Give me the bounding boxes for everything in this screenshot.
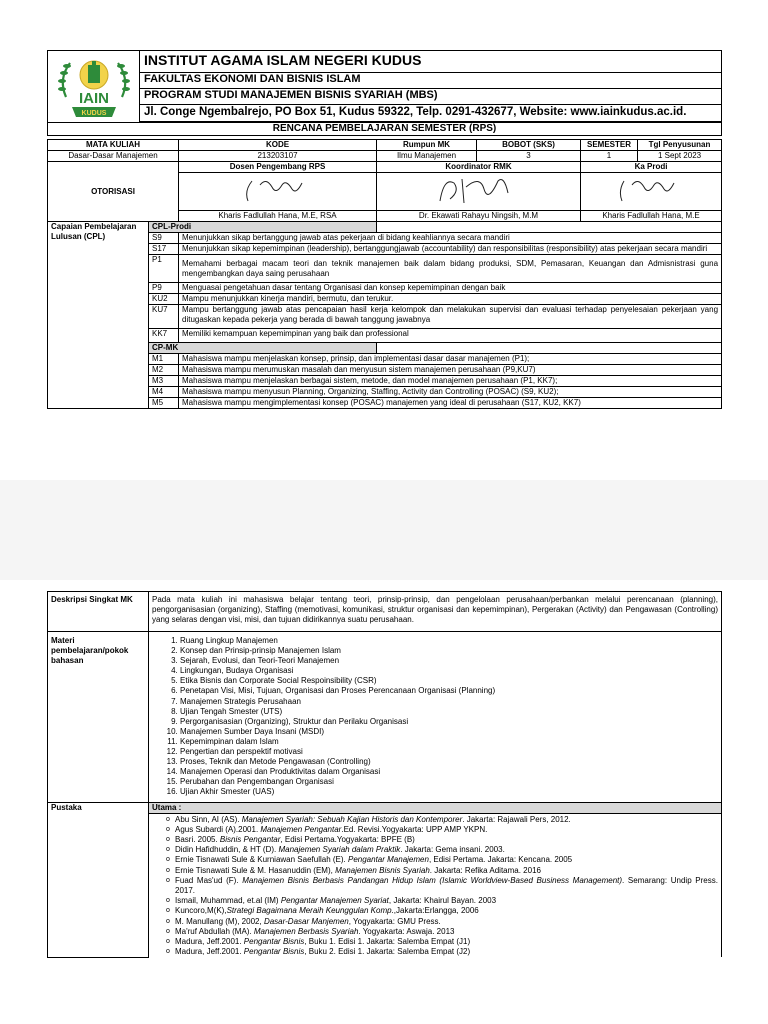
pustaka-item: [175, 917, 718, 927]
cpmk-row: [48, 376, 722, 387]
pustaka-title: Strategi Bagaimana Meraih Keunggulan Komp.: [226, 906, 394, 916]
pustaka-title: Pengantar Manajemen: [347, 855, 429, 865]
cpl-row: [48, 255, 722, 283]
otorisasi-roles-row: [48, 162, 722, 173]
cpmk-code: M1: [149, 354, 179, 365]
cpmk-code: M3: [149, 376, 179, 387]
pustaka-header-row: [48, 802, 722, 813]
pustaka-author: Ma'ruf Abdullah (MA).: [175, 926, 254, 936]
list-item: 10. Manajemen Sumber Daya Insani (MSDI): [180, 727, 718, 737]
materi-list-cell: [149, 632, 722, 803]
program-name: PROGRAM STUDI MANAJEMEN BISNIS SYARIAH (MBS): [140, 88, 722, 104]
page-1: [0, 0, 768, 480]
materi-label: Materi pembelajaran/pokok bahasan: [48, 632, 149, 803]
name-dosen: Kharis Fadlullah Hana, M.E, RSA: [179, 211, 377, 222]
pustaka-item: [175, 815, 718, 825]
cpl-row: [48, 244, 722, 255]
rps-table-continued: [47, 591, 722, 958]
list-item: 7. Manajemen Strategis Perusahaan: [180, 697, 718, 707]
pustaka-publisher: , Edisi Pertama.Yogyakarta: BPFE (B): [280, 834, 415, 844]
iain-logo-icon: [52, 51, 136, 119]
logo-text: IAIN: [79, 90, 109, 107]
cpmk-row: [48, 365, 722, 376]
cpmk-code: M5: [149, 398, 179, 409]
address: Jl. Conge Ngembalrejo, PO Box 51, Kudus 59322, Telp. 0291-432677, Website: www.iainkudus.ac.id.: [140, 104, 722, 121]
pustaka-title: Manajemen Syariah: Sebuah Kajian Historis dan Kontemporer: [241, 814, 463, 824]
pustaka-item: [175, 896, 718, 906]
cpl-code: KK7: [149, 329, 179, 343]
pustaka-item: [175, 855, 718, 865]
pustaka-author: Madura, Jeff.2001.: [175, 947, 244, 957]
pustaka-list-cell: [149, 813, 722, 957]
pustaka-utama-label: Utama :: [149, 802, 722, 813]
pustaka-publisher: , Buku 2. Edisi 1. Jakarta: Salemba Empat (J2): [304, 947, 471, 957]
cpl-text: Menunjukkan sikap kepemimpinan (leadership), bertanggungjawab (accountability) dan responsibilitas (responsibility) atas pekerjaan secara mandiri: [179, 244, 722, 255]
value-bobot: 3: [477, 151, 581, 162]
cpl-label: Capaian Pembelajaran Lulusan (CPL): [48, 222, 149, 409]
list-item: 8. Ujian Tengah Smester (UTS): [180, 707, 718, 717]
faculty-name: FAKULTAS EKONOMI DAN BISNIS ISLAM: [140, 72, 722, 88]
role-kaprodi: Ka Prodi: [581, 162, 722, 173]
cpl-code: S17: [149, 244, 179, 255]
page-gap: [0, 480, 768, 580]
cpl-row: [48, 329, 722, 343]
pustaka-author: Didin Hafidhuddin, & HT (D).: [175, 845, 279, 855]
value-tgl: 1 Sept 2023: [638, 151, 722, 162]
signature-icon: [584, 173, 719, 207]
list-item: 14. Manajemen Operasi dan Produktivitas dalam Organisasi: [180, 767, 718, 777]
pustaka-title: Pengantar Bisnis: [243, 947, 305, 957]
name-kaprodi: Kharis Fadlullah Hana, M.E: [581, 211, 722, 222]
rps-table: [47, 139, 722, 409]
pustaka-item: [175, 866, 718, 876]
pustaka-title: Manajemen Bisnis Syariah: [335, 865, 430, 875]
pustaka-publisher: , Buku 1. Edisi 1. Jakarta: Salemba Empat (J1): [304, 936, 471, 946]
signature-icon: [380, 173, 576, 207]
pustaka-author: M. Manullang (M), 2002,: [175, 916, 264, 926]
list-item: 13. Proses, Teknik dan Metode Pengawasan (Controlling): [180, 757, 718, 767]
value-mata-kuliah: Dasar-Dasar Manajemen: [48, 151, 179, 162]
deskripsi-text: Pada mata kuliah ini mahasiswa belajar tentang teori, prinsip-prinsip, dan pengelolaan perusahaan/perbankan melalui perencanaan (planning), pengorganisasian (organizing), Staffing (memotivasi, komunikasi, struktur organisasi dan kepemimpinan), Pergerakan (Activity) dan Pengawasan (Controlling) yang selaras dengan visi, misi, dan tujuan didirikannya suatu perusahaan.: [149, 592, 722, 632]
signature-dosen: [179, 173, 377, 211]
list-item: 1. Ruang Lingkup Manajemen: [180, 636, 718, 646]
pustaka-item: [175, 927, 718, 937]
pustaka-title: Manajemen Pengantar: [260, 824, 342, 834]
cpl-row: [48, 305, 722, 329]
pustaka-author: Ismail, Muhammad, et.al (IM): [175, 896, 281, 906]
cpl-text: Memahami berbagai macam teori dan teknik manajemen baik dalam bidang produksi, SDM, Pemasaran, Keuangan dan Admisnistrasi guna mengembangkan daya saing perusahaan: [179, 255, 722, 283]
pustaka-publisher: . Jakarta: Rajawali Pers, 2012.: [462, 814, 571, 824]
cpl-code: S9: [149, 233, 179, 244]
name-koordinator: Dr. Ekawati Rahayu Ningsih, M.M: [377, 211, 581, 222]
pustaka-item: [175, 835, 718, 845]
cpl-row: [48, 283, 722, 294]
cpl-text: Menunjukkan sikap bertanggung jawab atas pekerjaan di bidang keahliannya secara mandiri: [179, 233, 722, 244]
pustaka-publisher: , Edisi Pertama. Jakarta: Kencana. 2005: [428, 855, 573, 865]
pustaka-list: [159, 815, 718, 958]
list-item: 2. Konsep dan Prinsip-prinsip Manajemen Islam: [180, 646, 718, 656]
pustaka-author: Abu Sinn, AI (AS).: [175, 814, 242, 824]
materi-row: [48, 632, 722, 803]
list-item: 12. Pengertian dan perspektif motivasi: [180, 747, 718, 757]
value-rumpun: Ilmu Manajemen: [377, 151, 477, 162]
signature-icon: [182, 173, 372, 207]
pustaka-title: Pengantar Manajemen Syariat: [280, 896, 389, 906]
list-item: 16. Ujian Akhir Smester (UAS): [180, 787, 718, 797]
cpl-code: KU7: [149, 305, 179, 329]
cpl-code: P9: [149, 283, 179, 294]
list-item: 3. Sejarah, Evolusi, dan Teori-Teori Manajemen: [180, 656, 718, 666]
cpmk-text: Mahasiswa mampu menyusun Planning, Organizing, Staffing, Activity dan Controlling (POSAC) (S9, KU2);: [179, 387, 722, 398]
list-item: 11. Kepemimpinan dalam Islam: [180, 737, 718, 747]
pustaka-publisher: . Jakarta: Gema insani. 2003.: [400, 845, 505, 855]
pustaka-item: [175, 845, 718, 855]
logo-banner-text: KUDUS: [81, 110, 107, 117]
course-value-row: [48, 151, 722, 162]
pustaka-item: [175, 947, 718, 957]
cpl-text: Mampu bertanggung jawab atas pencapaian hasil kerja kelompok dan melakukan supervisi dan evaluasi terhadap penyelesaian pekerjaan yang ditugaskan kepada pekerja yang berada di bawah tanggung jawabnya: [179, 305, 722, 329]
cpmk-row: [48, 387, 722, 398]
deskripsi-label: Deskripsi Singkat MK: [48, 592, 149, 632]
pustaka-item: [175, 876, 718, 896]
pustaka-title: Manajemen Bisnis Berbasis Pandangan Hidup Islam (Islamic Worldview-Based Business Management): [242, 875, 623, 885]
pustaka-title: Manajemen Syariah dalam Praktik: [278, 845, 401, 855]
cpl-prodi-header: CPL-Prodi: [149, 222, 377, 233]
cpmk-code: M4: [149, 387, 179, 398]
cpl-row: [48, 294, 722, 305]
header-mata-kuliah: MATA KULIAH: [48, 140, 179, 151]
pustaka-list-row: [48, 813, 722, 957]
pustaka-item: [175, 825, 718, 835]
pustaka-author: Ernie Tisnawati Sule & M. Hasanuddin (EM),: [175, 865, 336, 875]
page-2: [0, 580, 768, 1024]
otorisasi-label: OTORISASI: [48, 162, 179, 222]
pustaka-title: Manajemen Berbasis Syariah: [253, 926, 359, 936]
cpmk-header: CP-MK: [149, 343, 377, 354]
header-kode: KODE: [179, 140, 377, 151]
cpl-code: KU2: [149, 294, 179, 305]
cpl-row: [48, 233, 722, 244]
institution-name: INSTITUT AGAMA ISLAM NEGERI KUDUS: [140, 51, 722, 73]
course-header-row: [48, 140, 722, 151]
role-dosen: Dosen Pengembang RPS: [179, 162, 377, 173]
header-rumpun: Rumpun MK: [377, 140, 477, 151]
cpmk-text: Mahasiswa mampu menjelaskan berbagai sistem, metode, dan model manajemen perusahaan (P1, KK7);: [179, 376, 722, 387]
pustaka-publisher: . Semarang: Undip Press. 2017.: [175, 875, 718, 895]
pustaka-author: Basri. 2005.: [175, 834, 220, 844]
pustaka-author: Kuncoro,M(K),: [175, 906, 227, 916]
pustaka-item: [175, 906, 718, 916]
iain-logo: [48, 51, 140, 123]
cpmk-code: M2: [149, 365, 179, 376]
header-semester: SEMESTER: [581, 140, 638, 151]
deskripsi-row: [48, 592, 722, 632]
pustaka-author: Fuad Mas'ud (F).: [175, 875, 243, 885]
pustaka-publisher: , Yogyakarta: GMU Press.: [348, 916, 441, 926]
cpl-code: P1: [149, 255, 179, 283]
pustaka-author: Madura, Jeff.2001.: [175, 936, 244, 946]
cpmk-text: Mahasiswa mampu menjelaskan konsep, prinsip, dan implementasi dasar dasar manajemen (P1);: [179, 354, 722, 365]
pustaka-author: Agus Subardi (A).2001.: [175, 824, 261, 834]
pustaka-author: Ernie Tisnawati Sule & Kurniawan Saefullah (E).: [175, 855, 348, 865]
header-bobot: BOBOT (SKS): [477, 140, 581, 151]
cpl-text: Memiliki kemampuan kepemimpinan yang baik dan professional: [179, 329, 722, 343]
pustaka-publisher: .Ed. Revisi.Yogyakarta: UPP AMP YKPN.: [341, 824, 488, 834]
cpmk-row: [48, 354, 722, 365]
role-koordinator: Koordinator RMK: [377, 162, 581, 173]
pustaka-publisher: , Jakarta: Khairul Bayan. 2003: [388, 896, 497, 906]
signature-kaprodi: [581, 173, 722, 211]
list-item: 6. Penetapan Visi, Misi, Tujuan, Organisasi dan Proses Perencanaan Organisasi (Planning): [180, 686, 718, 696]
list-item: 9. Pergorganisasian (Organizing), Struktur dan Perilaku Organisasi: [180, 717, 718, 727]
pustaka-title: Pengantar Bisnis: [243, 936, 305, 946]
pustaka-item: [175, 937, 718, 947]
cpl-text: Mampu menunjukkan kinerja mandiri, bermutu, dan terukur.: [179, 294, 722, 305]
pustaka-label: Pustaka: [48, 802, 149, 957]
document-title: RENCANA PEMBELAJARAN SEMESTER (RPS): [48, 123, 722, 136]
list-item: 5. Etika Bisnis dan Corporate Social Respoinsibility (CSR): [180, 676, 718, 686]
materi-list: [152, 636, 718, 798]
list-item: 4. Lingkungan, Budaya Organisasi: [180, 666, 718, 676]
institution-header: [47, 50, 722, 136]
cpmk-text: Mahasiswa mampu merumuskan masalah dan menyusun sistem manajemen perusahaan (P9,KU7): [179, 365, 722, 376]
list-item: 15. Perubahan dan Pengembangan Organisasi: [180, 777, 718, 787]
pustaka-publisher: ,Jakarta:Erlangga, 2006: [393, 906, 479, 916]
pustaka-title: Bisnis Pengantar: [219, 834, 281, 844]
cpmk-row: [48, 398, 722, 409]
cpmk-text: Mahasiswa mampu mengimplementasi konsep (POSAC) manajemen yang ideal di perusahaan (S17, KU2, KK7): [179, 398, 722, 409]
cpl-text: Menguasai pengetahuan dasar tentang Organisasi dan konsep kepemimpinan dengan baik: [179, 283, 722, 294]
pustaka-publisher: . Jakarta: Refika Aditama. 2016: [429, 865, 541, 875]
pustaka-publisher: . Yogyakarta: Aswaja. 2013: [358, 926, 455, 936]
signature-koordinator: [377, 173, 581, 211]
pustaka-title: Dasar-Dasar Manjemen: [263, 916, 349, 926]
header-tgl: Tgl Penyusunan: [638, 140, 722, 151]
value-kode: 213203107: [179, 151, 377, 162]
value-semester: 1: [581, 151, 638, 162]
